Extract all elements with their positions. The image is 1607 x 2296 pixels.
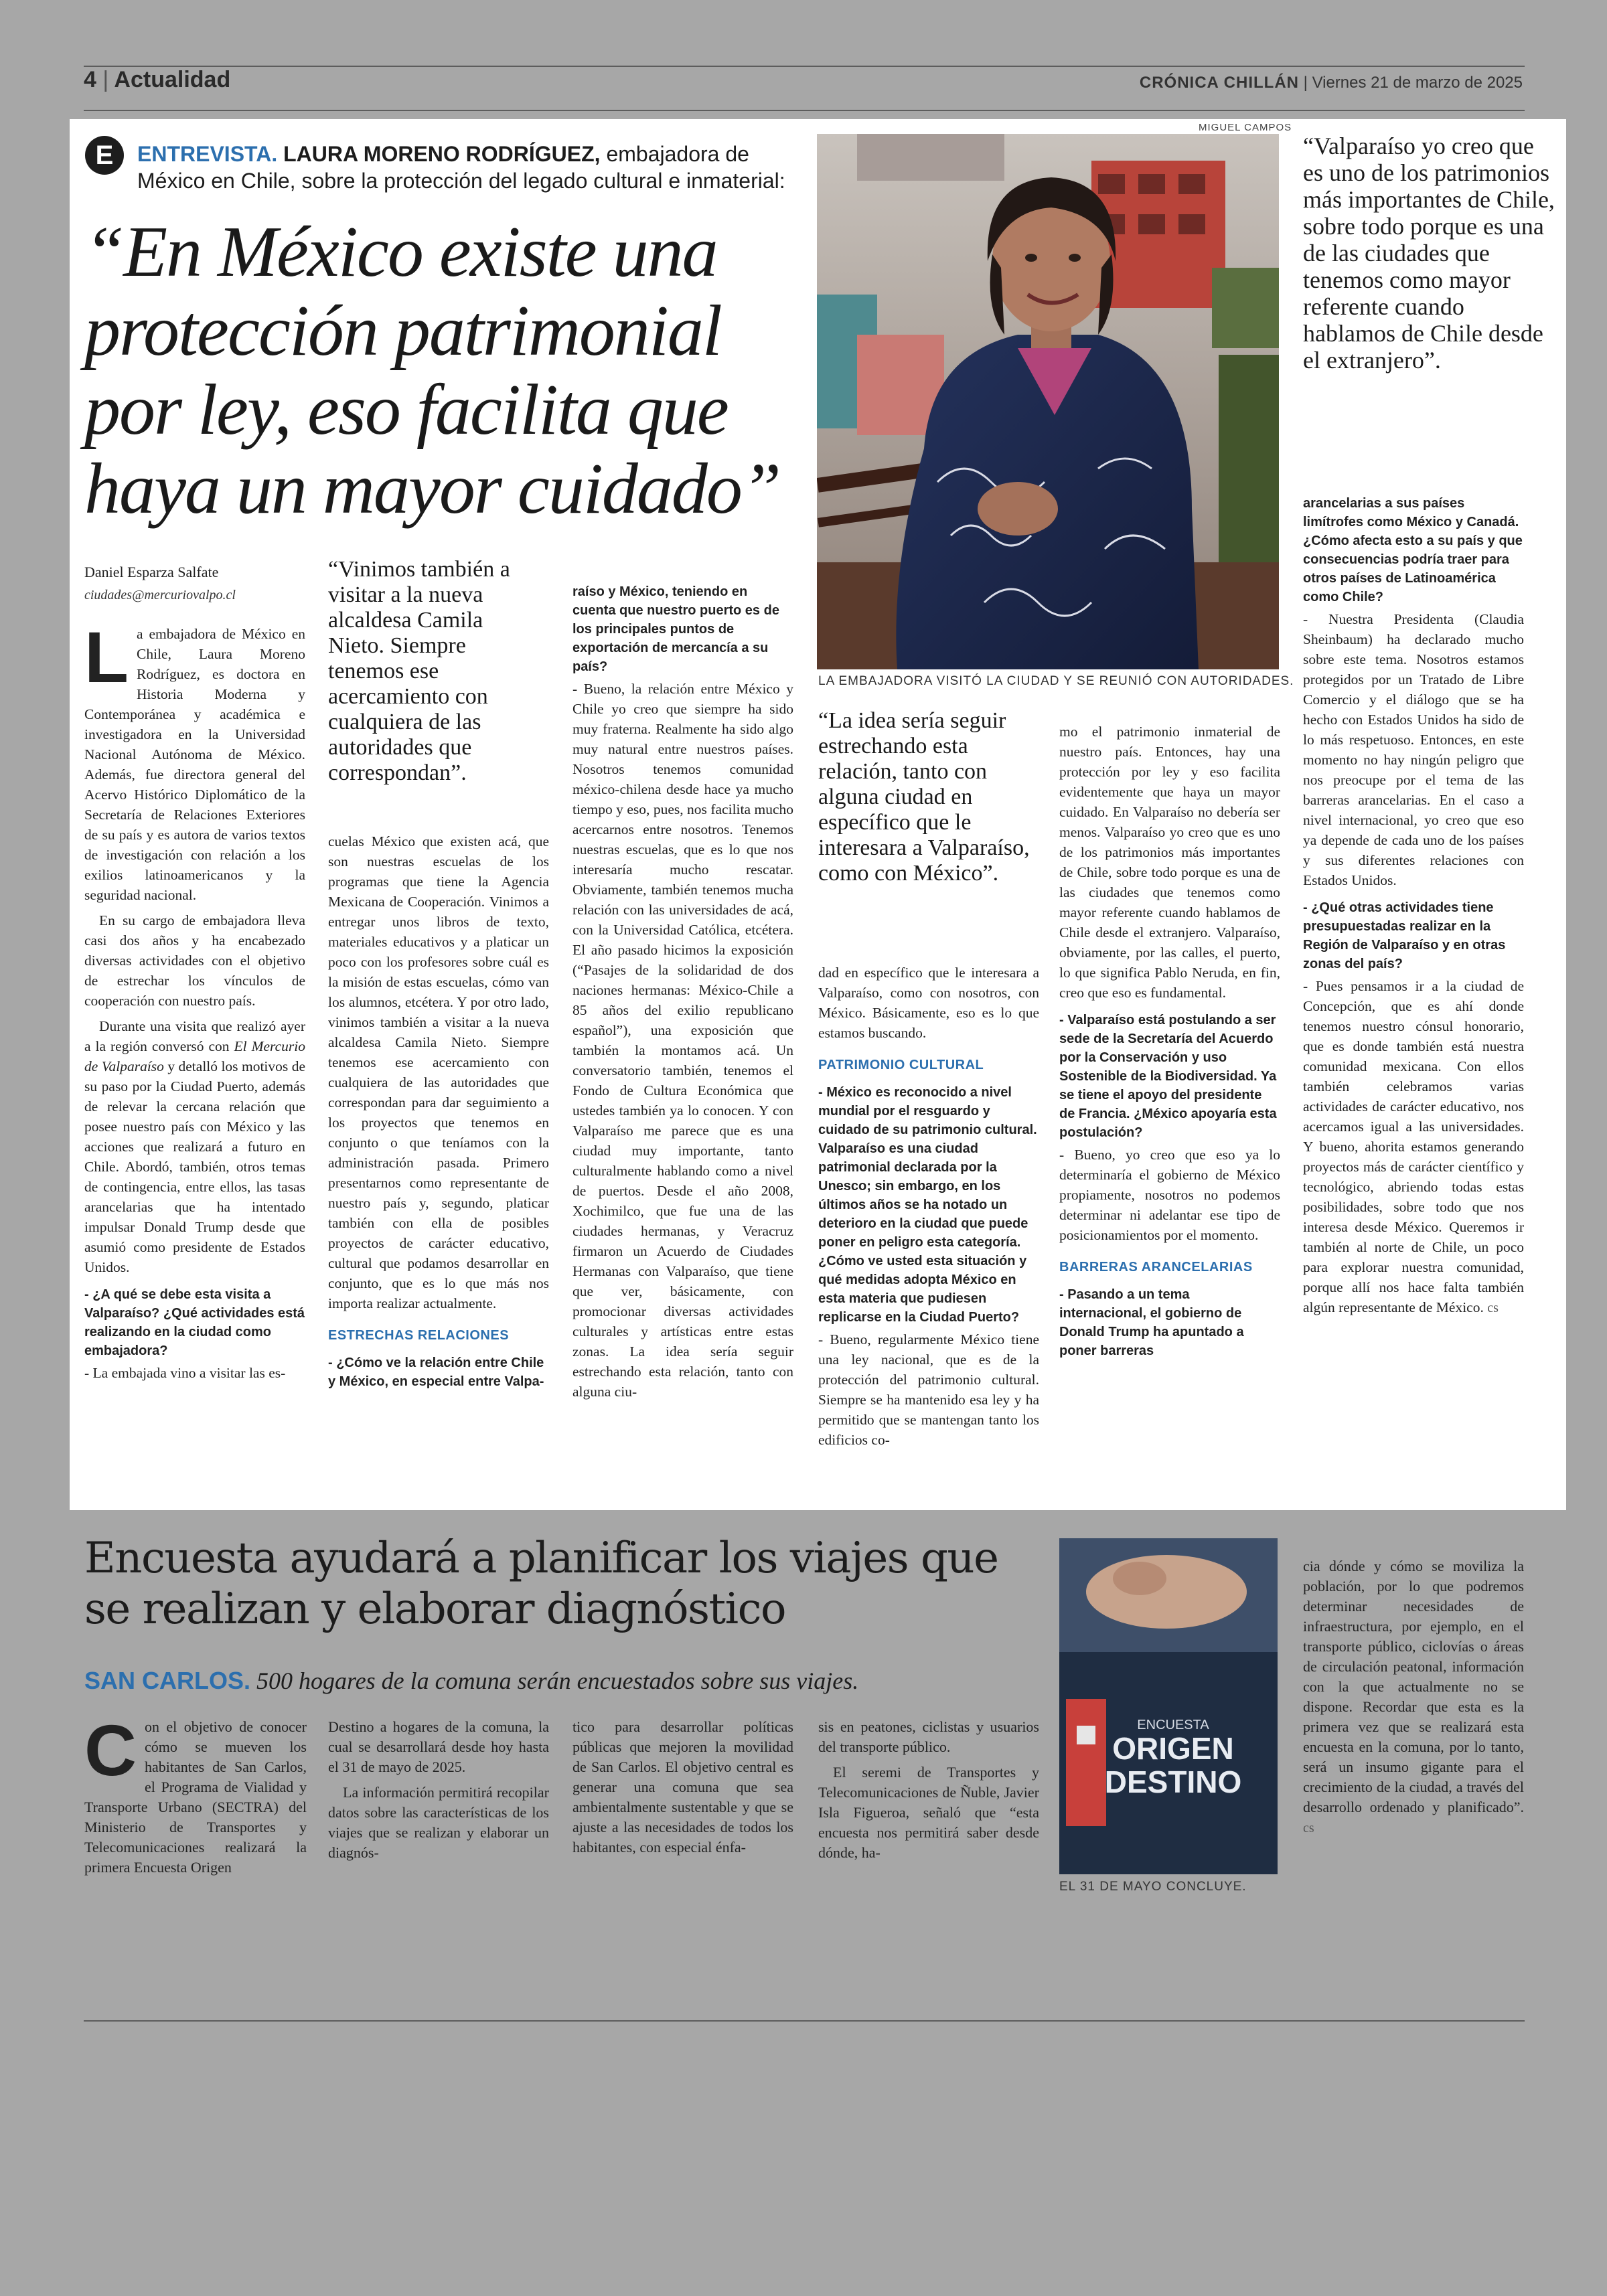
dropcap: L <box>84 617 129 698</box>
column-3 <box>572 582 793 1407</box>
encuesta-column-5: cia dónde y cómo se moviliza la población, por lo que podremos determinar necesidades de infraestructura, por ejemplo, en el transporte público, ciclovías o áreas de circulación peatonal, información con la que actualmente no se dispone. Recordar que esta es la primera vez que se realizará esta encuesta en la comuna, por lo tanto, será un insumo gigante para el crecimiento de la ciudad, a través del desarrollo ordenado y planificado”. cs <box>1303 1558 1524 1835</box>
encuesta-column-3 <box>572 1717 793 1863</box>
encuesta-location: SAN CARLOS. <box>84 1667 251 1694</box>
article-headline: “En México existe una protección patrimonial por ley, eso facilita que haya un mayor cuidado” <box>84 212 780 529</box>
page-number: 4 <box>84 67 96 92</box>
encuesta-photo-image <box>1059 1538 1278 1874</box>
publication-dateline: CRÓNICA CHILLÁN | Viernes 21 de marzo de 2025 <box>1139 74 1523 92</box>
body-paragraph: El seremi de Transportes y Telecomunicaciones de Ñuble, Javier Isla Figueroa, señaló que “esta encuesta nos permitirá saber desde dónde, ha- <box>818 1764 1039 1861</box>
interview-answer: - Bueno, regularmente México tiene una ley nacional, que es de la protección del patrimonio cultural. Siempre se ha mantenido esa ley y ha permitido que se mantengan tanto los edificios co- <box>818 1331 1039 1448</box>
encuesta-subhead: SAN CARLOS. 500 hogares de la comuna serán encuestados sobre sus viajes. <box>84 1667 859 1694</box>
end-mark: cs <box>1487 1301 1499 1315</box>
bottom-rule <box>84 2020 1525 2022</box>
svg-text:DESTINO: DESTINO <box>1104 1765 1242 1799</box>
kicker-label: ENTREVISTA. <box>137 142 278 166</box>
encuesta-column-4 <box>818 1717 1039 1868</box>
body-paragraph: cuelas México que existen acá, que son nuestras escuelas de los programas que tiene la Agencia Mexicana de Cooperación. Vinimos a entregar unos libros de texto, materiales educativos y a platicar un poco con los profesores sobre cuál es la misión de estas escuelas, cómo van los alumnos, etcétera. Y por otro lado, vinimos también a visitar a la nueva alcaldesa Camila Nieto. Siempre tenemos ese acercamiento con cualquiera de las autoridades que correspondan para dar seguimiento a los proyectos que tenemos en conjunto o que teníamos con la administración pasada. Primero presentarnos como representante de nuestro país y, segundo, platicar también con ella de posibles proyectos de carácter educativo, cultural que podamos desarrollar en conjunto, que es lo que más nos importa realizar actualmente. <box>328 833 549 1311</box>
column-4 <box>818 963 1039 1455</box>
section-heading: ESTRECHAS RELACIONES <box>328 1328 510 1343</box>
section-name: Actualidad <box>114 67 231 92</box>
interview-question: raíso y México, teniendo en cuenta que nuestro puerto es de los principales puntos de exportación de mercancía a su país? <box>572 584 779 674</box>
svg-text:ORIGEN: ORIGEN <box>1112 1731 1234 1766</box>
body-paragraph: Durante una visita que realizó ayer a la región conversó con El Mercurio de Valparaíso y detalló los motivos de su paso por la Ciudad Puerto, además de relevar la cercana relación que posee nuestro país con México y las acciones que realizará a futuro en Chile. Abordó, también, otros temas de contingencia, entre ellos, las tasas arancelarias que ha intentado impulsar Donald Trump desde que asumió como presidente de Estados Unidos. <box>84 1018 306 1275</box>
interview-question: - México es reconocido a nivel mundial por el resguardo y cuidado de su patrimonio cultural. Valparaíso es una ciudad patrimonial declarada por la Unesco; sin embargo, en los últimos años se ha notado un deterioro en la ciudad que puede poner en peligro esta categoría. ¿Cómo ve usted esta situación y qué medidas adopta México en esta materia que pudiesen replicarse en la Ciudad Puerto? <box>818 1085 1037 1325</box>
publication-name: CRÓNICA CHILLÁN <box>1139 74 1299 92</box>
interview-answer: - Pues pensamos ir a la ciudad de Concepción, que es ahí donde tenemos nuestro cónsul honorario, que es donde también está nuestra comunidad mexicana. Con ellos también celebramos varias actividades de carácter educativo, nos acercamos igual a las universidades. Y bueno, ahorita estamos generando proyectos más de carácter científico y tecnológico, abriendo todas estas posibilidades, sobre todo que nos interesa desde México. Queremos ir también al norte de Chile, un poco para explorar nuestra comunidad, porque allí nos hace falta también algún representante de México. cs <box>1303 978 1524 1315</box>
end-mark: cs <box>1303 1821 1314 1835</box>
kicker-name: LAURA MORENO RODRÍGUEZ, <box>283 142 601 166</box>
dropcap: C <box>84 1710 137 1791</box>
body-paragraph: mo el patrimonio inmaterial de nuestro país. Entonces, hay una protección por ley y eso facilita evidentemente que haya un mayor cuidado. En Valparaíso no debería ser menos. Valparaíso yo creo que es uno de los patrimonios más importantes de Chile, sobre todo porque es una de las ciudades que tenemos como mayor referente cuando hablamos de Chile desde el extranjero. Valparaíso, obviamente, por las calles, el puerto, lo que significa Pablo Neruda, en fin, creo que eso es fundamental. <box>1059 724 1280 1001</box>
body-paragraph: tico para desarrollar políticas públicas que mejoren la movilidad de San Carlos. El objetivo central es generar una comuna que sea ambientalmente sustentable y que se ajuste a las necesidades de todos los habitantes, con especial énfa- <box>572 1718 793 1856</box>
interview-answer: - Nuestra Presidenta (Claudia Sheinbaum) ha declarado mucho sobre este tema. Nosotros estamos protegidos por un Tratado de Libre Comercio y el diálogo que se ha hecho con Estados Unidos ha sido de lo más respetuoso. Entonces, en este momento no hay ningún peligro que nos preocupe por el tema de las barreras arancelarias. En el caso a nivel internacional, yo creo que eso ya depende de cada uno de los países y sus diferentes relaciones con Estados Unidos. <box>1303 611 1524 888</box>
body-paragraph: La información permitirá recopilar datos sobre las características de los viajes que se realizan y elaborar un diagnós- <box>328 1784 549 1861</box>
column-2 <box>328 831 549 1394</box>
header-top-rule <box>84 66 1525 67</box>
pull-quote-1: “Vinimos también a visitar a la nueva alcaldesa Camila Nieto. Siempre tenemos ese acercamiento con cualquiera de las autoridades que correspondan”. <box>328 557 510 785</box>
body-paragraph: dad en específico que le interesara a Valparaíso, como con nosotros, con México. Básicamente, eso es lo que estamos buscando. <box>818 965 1039 1041</box>
section-heading: BARRERAS ARANCELARIAS <box>1059 1260 1253 1275</box>
byline-email: ciudades@mercuriovalpo.cl <box>84 588 236 602</box>
ambassador-photo-image <box>817 134 1279 669</box>
pull-quote-2: “La idea sería seguir estrechando esta relación, tanto con alguna ciudad en específico que le interesara a Valparaíso, como con México”. <box>818 708 1030 886</box>
publication-date: Viernes 21 de marzo de 2025 <box>1312 74 1523 92</box>
interview-question: - Pasando a un tema internacional, el gobierno de Donald Trump ha apuntado a poner barreras <box>1059 1287 1244 1358</box>
interview-answer: - La embajada vino a visitar las es- <box>84 1365 286 1381</box>
body-paragraph: sis en peatones, ciclistas y usuarios del transporte público. <box>818 1718 1039 1755</box>
interview-question: - Valparaíso está postulando a ser sede de la Secretaría del Acuerdo por la Conservación y uso Sostenible de la Biodiversidad. Ya se tiene el apoyo del presidente de Francia. ¿México apoyaría esta postulación? <box>1059 1013 1277 1140</box>
section-heading: PATRIMONIO CULTURAL <box>818 1058 984 1072</box>
interview-question: - ¿Qué otras actividades tiene presupuestadas realizar en la Región de Valparaíso y en otras zonas del país? <box>1303 900 1506 971</box>
column-1 <box>84 617 306 1388</box>
photo-credit: MIGUEL CAMPOS <box>1199 122 1292 133</box>
body-paragraph: a embajadora de México en Chile, Laura Moreno Rodríguez, es doctora en Historia Moderna y Contemporánea y académica e investigadora en la Universidad Nacional Autónoma de México. Además, fue directora general del Acervo Histórico Diplomático de la Secretaría de Relaciones Exteriores de su país y es autora de varios textos de investigación con relación a los exilios latinoamericanos y la seguridad nacional. <box>84 626 305 903</box>
article-kicker <box>137 141 793 194</box>
encuesta-column-2 <box>328 1717 549 1868</box>
interview-question: - ¿A qué se debe esta visita a Valparaíso? ¿Qué actividades está realizando en la ciudad como embajadora? <box>84 1287 305 1358</box>
column-6 <box>1303 494 1524 1323</box>
byline-author: Daniel Esparza Salfate <box>84 564 219 580</box>
pull-quote-top: “Valparaíso yo creo que es uno de los patrimonios más importantes de Chile, sobre todo porque es una de las ciudades que tenemos como mayor referente cuando hablamos de Chile desde el extranjero”. <box>1303 133 1555 374</box>
encuesta-column-1: Con el objetivo de conocer cómo se mueven los habitantes de San Carlos, el Programa de Vialidad y Transporte Urbano (SECTRA) del Ministerio de Transportes y Telecomunicaciones realizará la primera Encuesta Origen <box>84 1710 307 1876</box>
interview-badge: E <box>85 136 124 175</box>
svg-text:ENCUESTA: ENCUESTA <box>1137 1718 1209 1732</box>
encuesta-photo <box>1059 1538 1278 1874</box>
body-paragraph: En su cargo de embajadora lleva casi dos años y ha encabezado diversas actividades con el objetivo de estrechar los vínculos de cooperación con nuestro país. <box>84 912 305 1009</box>
body-paragraph: Destino a hogares de la comuna, la cual se desarrollará desde hoy hasta el 31 de mayo de 2025. <box>328 1718 549 1775</box>
interview-question: arancelarias a sus países limítrofes como México y Canadá. ¿Cómo afecta esto a su país y que consecuencias podría traer para otros países de Latinoamérica como Chile? <box>1303 496 1523 604</box>
header-bottom-rule <box>84 110 1525 111</box>
interview-answer: - Bueno, la relación entre México y Chile yo creo que siempre ha sido muy fraterna. Realmente ha sido algo muy natural entre nuestros países. Nosotros tenemos comunidad méxico-chilena desde hace ya mucho tiempo y eso, pues, nos facilita mucho acercarnos entre nosotros. Tenemos nuestras escuelas, que es lo que nos interesaría mucho rescatar. Obviamente, también tenemos mucha relación con las universidades de acá, con la Universidad Católica, etcétera. El año pasado hicimos la exposición (“Pasajes de la solidaridad de dos naciones hermanas: México-Chile a 85 años del exilio republicano español”), una exposición que también la montamos acá. Un conversatorio también, tenemos el Fondo de Cultura Económica que ustedes también ya lo conocen. Y con Valparaíso me parece que es una ciudad muy importante, tanto culturalmente hablando como a nivel de puertos. Desde el año 2008, Xochimilco, que fue una de las ciudades hermanas, y Veracruz firmaron un Acuerdo de Ciudades Hermanas con Valparaíso, que tiene que ver, básicamente, con promocionar diversas actividades culturales y artísticas entre estas zonas. La idea sería seguir estrechando esta relación, tanto con alguna ciu- <box>572 681 793 1400</box>
interview-answer: - Bueno, yo creo que eso ya lo determinaría el gobierno de México propiamente, nosotros no podemos determinar ni adelantar ese tipo de posicionamientos por el momento. <box>1059 1147 1280 1243</box>
interview-question: - ¿Cómo ve la relación entre Chile y México, en especial entre Valpa- <box>328 1356 544 1389</box>
page-section-label: 4 | Actualidad <box>84 67 231 92</box>
encuesta-headline: Encuesta ayudará a planificar los viajes que se realizan y elaborar diagnóstico <box>84 1534 998 1634</box>
photo-caption: LA EMBAJADORA VISITÓ LA CIUDAD Y SE REUNIÓ CON AUTORIDADES. <box>818 674 1294 688</box>
ambassador-photo <box>817 134 1279 669</box>
column-5 <box>1059 722 1280 1363</box>
kicker-description: embajadora de México en Chile, sobre la protección del legado cultural e inmaterial: <box>137 142 785 193</box>
encuesta-photo-caption: EL 31 DE MAYO CONCLUYE. <box>1059 1880 1247 1894</box>
